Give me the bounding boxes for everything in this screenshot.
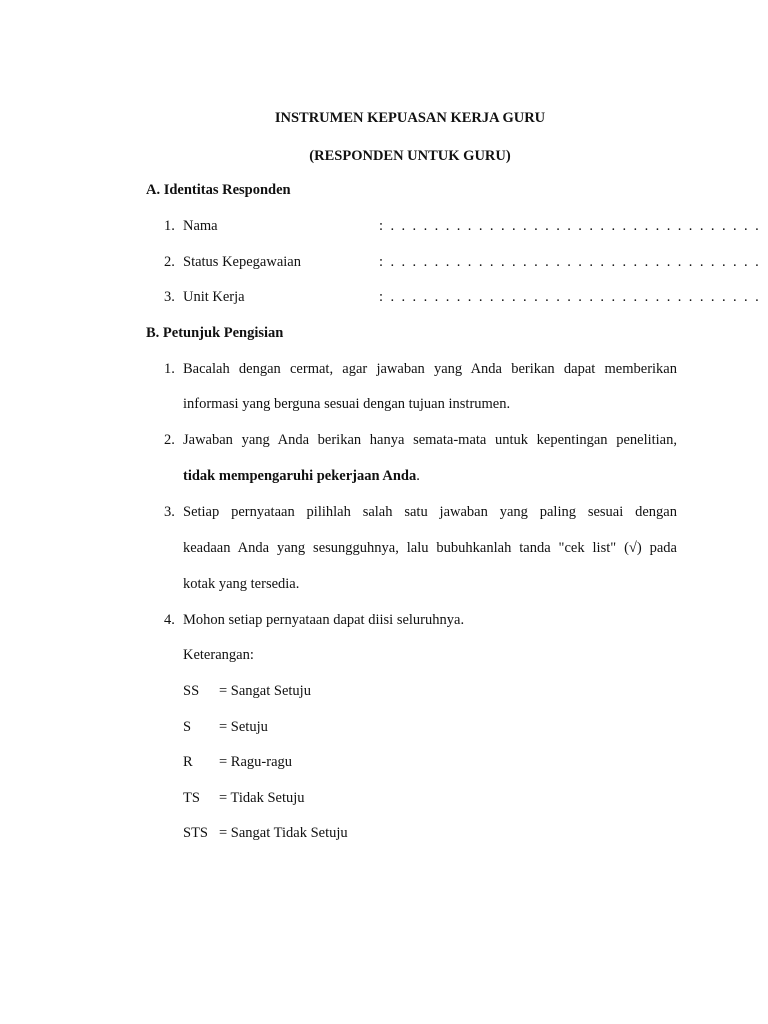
field-label-unit: Unit Kerja <box>183 289 245 305</box>
legend-meaning: = Sangat Setuju <box>219 683 311 699</box>
item-number: 4. <box>164 612 175 628</box>
item-3-line-3: kotak yang tersedia. <box>183 576 300 592</box>
field-fill-nama: : . . . . . . . . . . . . . . . . . . . . . . . . . . . . . . . . . . <box>379 218 761 234</box>
item-2-period: . <box>416 468 420 484</box>
field-fill-status: : . . . . . . . . . . . . . . . . . . . . . . . . . . . . . . . . . . <box>379 254 761 270</box>
field-number: 1. <box>164 218 175 234</box>
legend-meaning: = Sangat Tidak Setuju <box>219 825 348 841</box>
item-number: 1. <box>164 361 175 377</box>
section-a-heading: A. Identitas Responden <box>146 182 291 198</box>
section-b-heading: B. Petunjuk Pengisian <box>146 325 284 341</box>
item-2-line-1: Jawaban yang Anda berikan hanya semata-mata untuk kepentingan penelitian, <box>183 432 677 448</box>
item-2-bold-text: tidak mempengaruhi pekerjaan Anda <box>183 468 417 484</box>
legend-meaning: = Ragu-ragu <box>219 754 293 770</box>
legend-code: STS <box>183 825 208 841</box>
field-label-status: Status Kepegawaian <box>183 254 301 270</box>
item-1-line-2: informasi yang berguna sesuai dengan tujuan instrumen. <box>183 396 511 412</box>
legend-code: S <box>183 719 192 735</box>
legend-meaning: = Setuju <box>219 719 268 735</box>
item-3-line-1: Setiap pernyataan pilihlah salah satu jawaban yang paling sesuai dengan <box>183 504 677 520</box>
field-fill-unit: : . . . . . . . . . . . . . . . . . . . . . . . . . . . . . . . . . . <box>379 289 761 305</box>
field-number: 3. <box>164 289 175 305</box>
legend-code: R <box>183 754 193 770</box>
item-4-line-1: Mohon setiap pernyataan dapat diisi seluruhnya. <box>183 612 465 628</box>
field-label-nama: Nama <box>183 218 218 234</box>
item-number: 3. <box>164 504 175 520</box>
legend-code: SS <box>183 683 200 699</box>
field-number: 2. <box>164 254 175 270</box>
item-3-line-2: keadaan Anda yang sesungguhnya, lalu bubuhkanlah tanda "cek list" (√) pada <box>183 540 677 556</box>
legend-title: Keterangan: <box>183 647 254 663</box>
item-2-line-2 <box>183 468 420 485</box>
legend-meaning: = Tidak Setuju <box>219 790 305 806</box>
legend-code: TS <box>183 790 200 806</box>
item-1-line-1: Bacalah dengan cermat, agar jawaban yang Anda berikan dapat memberikan <box>183 361 677 377</box>
item-number: 2. <box>164 432 175 448</box>
document-title: INSTRUMEN KEPUASAN KERJA GURU <box>274 110 546 126</box>
document-subtitle: (RESPONDEN UNTUK GURU) <box>309 148 511 164</box>
